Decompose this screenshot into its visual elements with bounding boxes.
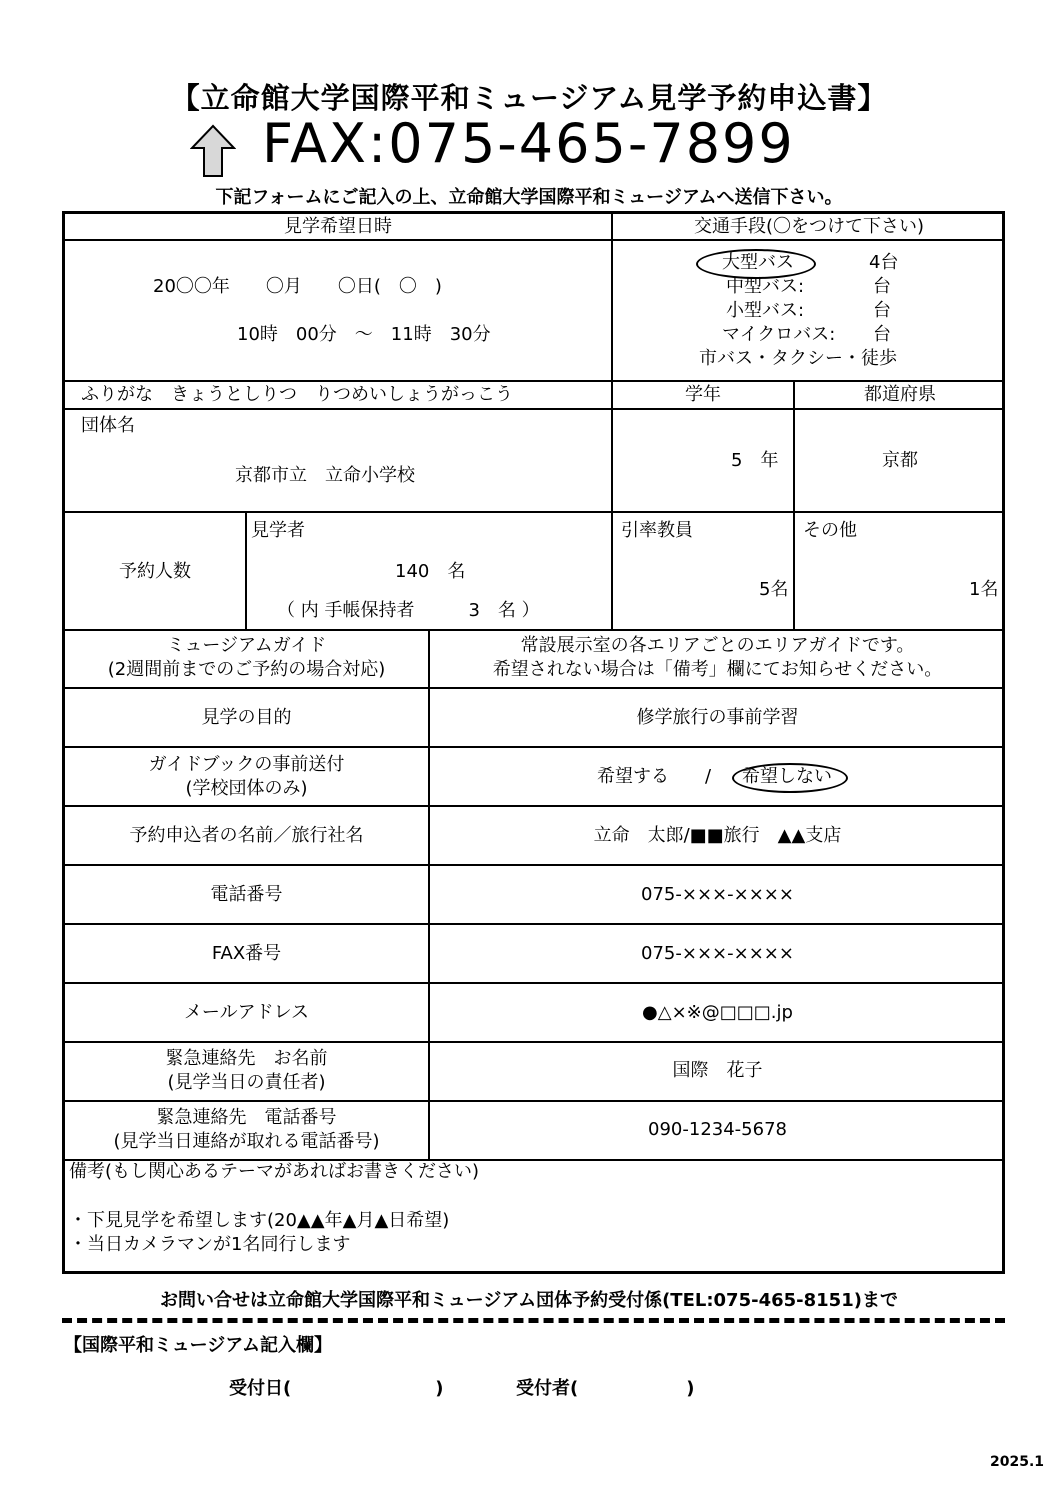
prefecture-value[interactable]: 京都	[882, 450, 918, 471]
purpose-label: 見学の目的	[201, 707, 292, 728]
visit-time[interactable]: 10時 00分 ～ 11時 30分	[237, 324, 491, 345]
transport-large-bus[interactable]: 大型バス	[722, 252, 794, 273]
emergency-name-value[interactable]: 国際 花子	[672, 1060, 763, 1081]
transport-label: 交通手段(〇をつけて下さい)	[693, 216, 925, 237]
transport-large-bus-count[interactable]: 4台	[869, 252, 899, 273]
others-count[interactable]: 1名	[969, 579, 999, 600]
group-name-label: 団体名	[81, 415, 135, 436]
guidebook-sublabel: (学校団体のみ)	[185, 778, 308, 799]
transport-micro-bus-count[interactable]: 台	[873, 324, 891, 345]
guidebook-yes[interactable]: 希望する	[597, 766, 669, 787]
received-by[interactable]: 受付者( )	[516, 1378, 695, 1399]
remarks-line-2[interactable]: ・当日カメラマンが1名同行します	[69, 1234, 351, 1255]
emergency-name-sublabel: (見学当日の責任者)	[167, 1072, 326, 1093]
phone-label: 電話番号	[210, 884, 283, 905]
emergency-name-label: 緊急連絡先 お名前	[165, 1048, 328, 1069]
grade-label: 学年	[685, 384, 721, 405]
fax-label: FAX番号	[211, 943, 282, 964]
visit-date[interactable]: 20〇〇年 〇月 〇日( 〇 )	[153, 276, 442, 297]
contact-note: お問い合せは立命館大学国際平和ミュージアム団体予約受付係(TEL:075-465-8151)まで	[160, 1290, 898, 1311]
applicant-value[interactable]: 立命 太郎/■■旅行 ▲▲支店	[593, 825, 842, 846]
transport-other[interactable]: 市バス・タクシー・徒歩	[699, 348, 897, 369]
transport-small-bus[interactable]: 小型バス:	[726, 300, 805, 321]
visitors-count[interactable]: 140 名	[395, 561, 466, 582]
group-name[interactable]: 京都市立 立命小学校	[235, 465, 415, 486]
others-label: その他	[803, 520, 857, 541]
reservation-count-label: 予約人数	[119, 561, 191, 582]
application-form	[62, 211, 1005, 1274]
furigana[interactable]: ふりがな きょうとしりつ りつめいしょうがっこう	[81, 384, 513, 405]
email-value[interactable]: ●△×※@□□□.jp	[642, 1002, 793, 1023]
guidebook-separator: /	[705, 766, 712, 787]
museum-section-label: 【国際平和ミュージアム記入欄】	[64, 1335, 333, 1356]
prefecture-label: 都道府県	[864, 384, 936, 405]
transport-medium-bus[interactable]: 中型バス:	[726, 276, 805, 297]
notebook-holders[interactable]: （ 内 手帳保持者 3 名 ）	[277, 600, 540, 621]
guide-label: ミュージアムガイド	[166, 635, 327, 656]
phone-value[interactable]: 075-×××-××××	[641, 884, 794, 905]
guide-desc-1: 常設展示室の各エリアごとのエリアガイドです。	[520, 635, 915, 656]
emergency-tel-sublabel: (見学当日連絡が取れる電話番号)	[113, 1131, 380, 1152]
email-label: メールアドレス	[183, 1002, 310, 1023]
transport-medium-bus-count[interactable]: 台	[873, 276, 891, 297]
emergency-tel-value[interactable]: 090-1234-5678	[648, 1119, 787, 1140]
grade-value[interactable]: 5 年	[731, 450, 779, 471]
subtitle: 下記フォームにご記入の上、立命館大学国際平和ミュージアムへ送信下さい。	[215, 187, 843, 208]
guidebook-no[interactable]: 希望しない	[742, 766, 832, 787]
up-arrow-icon	[190, 124, 236, 178]
transport-micro-bus[interactable]: マイクロバス:	[722, 324, 836, 345]
visit-datetime-label: 見学希望日時	[284, 216, 392, 237]
guidebook-label: ガイドブックの事前送付	[148, 754, 345, 775]
remarks-label: 備考(もし関心あるテーマがあればお書きください)	[69, 1161, 480, 1182]
form-title: 【立命館大学国際平和ミュージアム見学予約申込書】	[170, 81, 888, 115]
emergency-tel-label: 緊急連絡先 電話番号	[156, 1107, 337, 1128]
version-label: 2025.1	[990, 1454, 1045, 1470]
purpose-value[interactable]: 修学旅行の事前学習	[636, 707, 799, 728]
teachers-count[interactable]: 5名	[759, 579, 789, 600]
remarks-line-1[interactable]: ・下見見学を希望します(20▲▲年▲月▲日希望)	[69, 1210, 450, 1231]
fax-number: FAX:075-465-7899	[262, 112, 795, 175]
teachers-label: 引率教員	[621, 520, 693, 541]
cut-line	[62, 1318, 1005, 1323]
fax-value[interactable]: 075-×××-××××	[641, 943, 794, 964]
guide-sublabel: (2週間前までのご予約の場合対応)	[107, 659, 386, 680]
transport-small-bus-count[interactable]: 台	[873, 300, 891, 321]
visitors-label: 見学者	[251, 520, 305, 541]
applicant-label: 予約申込者の名前／旅行社名	[129, 825, 364, 846]
guide-desc-2: 希望されない場合は「備考」欄にてお知らせください。	[492, 659, 943, 680]
received-date[interactable]: 受付日( )	[229, 1378, 444, 1399]
